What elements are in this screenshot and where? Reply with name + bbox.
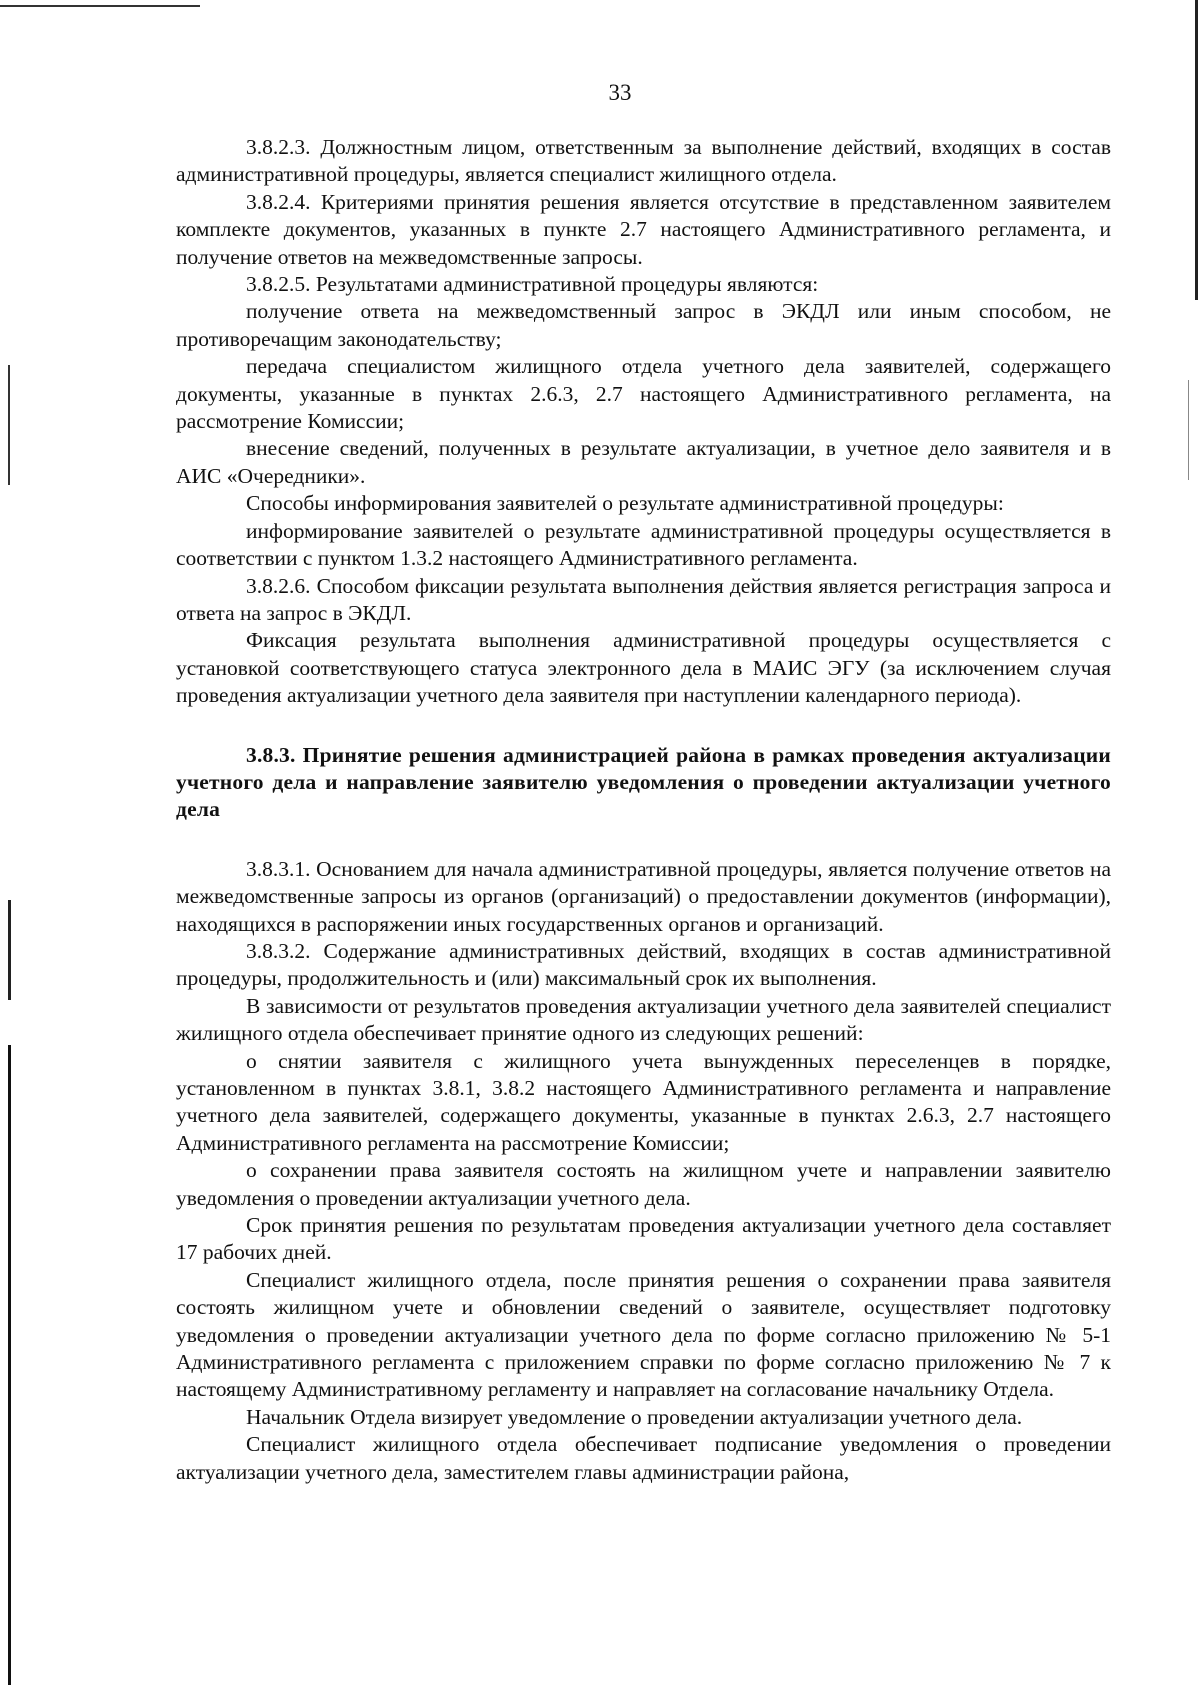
paragraph: Специалист жилищного отдела обеспечивает подписание уведомления о проведении актуализации учетного дела, заместителем главы администрации района, bbox=[176, 1432, 1111, 1484]
paragraph: внесение сведений, полученных в результате актуализации, в учетное дело заявителя и в АИС «Очередники». bbox=[176, 436, 1111, 488]
paragraph: о сохранении права заявителя состоять на жилищном учете и направлении заявителю уведомления о проведении актуализации учетного дела. bbox=[176, 1158, 1111, 1210]
paragraph: получение ответа на межведомственный запрос в ЭКДЛ или иным способом, не противоречащим законодательству; bbox=[176, 299, 1111, 351]
paragraph: 3.8.3.2. Содержание административных действий, входящих в состав административной процедуры, продолжительность и (или) максимальный срок их выполнения. bbox=[176, 938, 1111, 991]
scan-edge bbox=[1195, 0, 1198, 300]
paragraph: В зависимости от результатов проведения актуализации учетного дела заявителей специалист жилищного отдела обеспечивает принятие одного из следующих решений: bbox=[176, 993, 1111, 1046]
top-rule bbox=[0, 5, 200, 7]
scan-edge bbox=[8, 1045, 11, 1685]
paragraph: 3.8.2.4. Критериями принятия решения является отсутствие в представленном заявителем комплекте документов, указанных в пункте 2.7 настоящего Административного регламента, и получение ответов на межведомственные запросы. bbox=[176, 189, 1111, 269]
scan-edge bbox=[8, 365, 10, 485]
paragraph: Способы информирования заявителей о результате административной процедуры: bbox=[246, 491, 1004, 516]
scan-edge bbox=[1188, 380, 1189, 480]
document-body bbox=[176, 134, 1111, 1486]
paragraph: 3.8.2.3. Должностным лицом, ответственным за выполнение действий, входящих в состав административной процедуры, является специалист жилищного отдела. bbox=[176, 135, 1111, 187]
paragraph: Фиксация результата выполнения административной процедуры осуществляется с установкой соответствующего статуса электронного дела в МАИС ЭГУ (за исключением случая проведения актуализации учетного дела заявителя при наступлении календарного периода). bbox=[176, 628, 1111, 708]
paragraph: Специалист жилищного отдела, после принятия решения о сохранении права заявителя состоять жилищном учете и обновлении сведений о заявителе, осуществляет подготовку уведомления о проведении актуализации учетного дела по форме согласно приложению № 5-1 Административного регламента с приложением справки по форме согласно приложению № 7 к настоящему Административному регламенту и направляет на согласование начальнику Отдела. bbox=[176, 1267, 1111, 1402]
paragraph: Начальник Отдела визирует уведомление о проведении актуализации учетного дела. bbox=[246, 1404, 1023, 1429]
paragraph: о снятии заявителя с жилищного учета вынужденных переселенцев в порядке, установленном в пунктах 3.8.1, 3.8.2 настоящего Административного регламента и направление учетного дела заявителей, содержащего документы, указанные в пунктах 2.6.3, 2.7 настоящего Административного регламента на рассмотрение Комиссии; bbox=[176, 1048, 1111, 1155]
paragraph: 3.8.2.6. Способом фиксации результата выполнения действия является регистрация запроса и ответа на запрос в ЭКДЛ. bbox=[176, 573, 1111, 625]
paragraph: 3.8.2.5. Результатами административной процедуры являются: bbox=[246, 272, 819, 297]
scan-edge bbox=[8, 900, 11, 1000]
paragraph: информирование заявителей о результате административной процедуры осуществляется в соответствии с пунктом 1.3.2 настоящего Административного регламента. bbox=[176, 518, 1111, 571]
section-heading: 3.8.3. Принятие решения администрацией района в рамках проведения актуализации учетного дела и направление заявителю уведомления о проведении актуализации учетного дела bbox=[176, 742, 1111, 822]
paragraph: 3.8.3.1. Основанием для начала административной процедуры, является получение ответов на межведомственные запросы из органов (организаций) о предоставлении документов (информации), находящихся в распоряжении иных государственных органов и организаций. bbox=[176, 856, 1111, 936]
paragraph: Срок принятия решения по результатам проведения актуализации учетного дела составляет 17 рабочих дней. bbox=[176, 1213, 1111, 1265]
paragraph: передача специалистом жилищного отдела учетного дела заявителей, содержащего документы, указанные в пунктах 2.6.3, 2.7 настоящего Административного регламента, на рассмотрение Комиссии; bbox=[176, 354, 1111, 434]
page-number: 33 bbox=[608, 80, 632, 105]
